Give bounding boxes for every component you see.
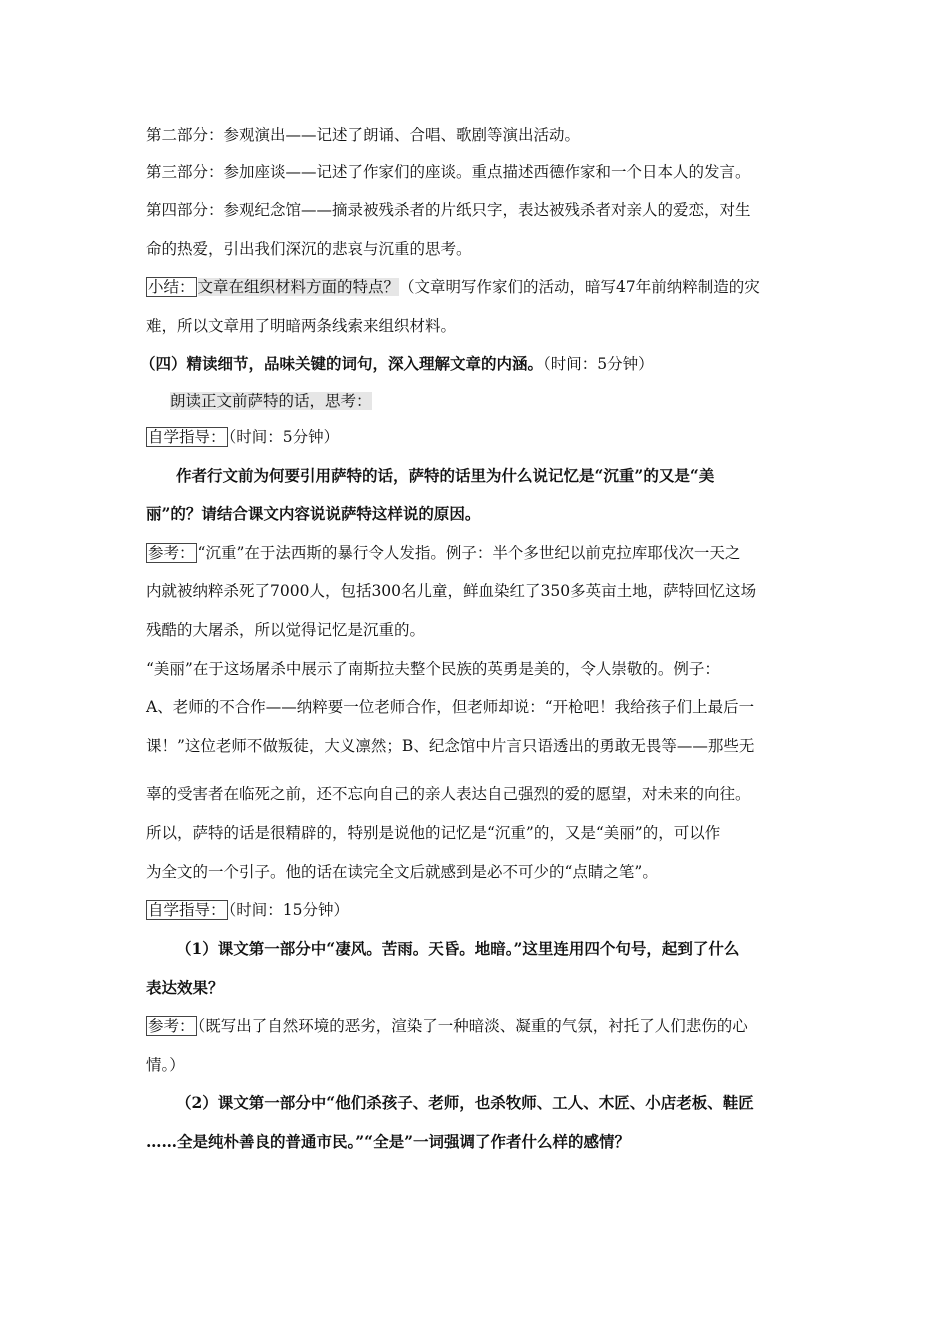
paragraph-line: 内就被纳粹杀死了7000人，包括300名儿童，鲜血染红了350多英亩土地，萨特回忆这场 bbox=[146, 582, 757, 600]
paragraph-line: 所以，萨特的话是很精辟的，特别是说他的记忆是“沉重”的，又是“美丽”的，可以作 bbox=[146, 824, 721, 842]
paragraph-line: 残酷的大屠杀，所以觉得记忆是沉重的。 bbox=[146, 621, 426, 639]
question-line: 表达效果？ bbox=[146, 978, 224, 997]
question-line: （2）课文第一部分中“他们杀孩子、老师，也杀牧师、工人、木匠、小店老板、鞋匠 bbox=[176, 1093, 754, 1112]
paragraph-line: 难，所以文章用了明暗两条线索来组织材料。 bbox=[146, 317, 457, 335]
reference-label: 参考： bbox=[148, 544, 195, 562]
paragraph-line: 第三部分：参加座谈——记述了作家们的座谈。重点描述西德作家和一个日本人的发言。 bbox=[146, 163, 751, 181]
summary-label: 小结： bbox=[148, 278, 195, 296]
paragraph-line: 课！”这位老师不做叛徒，大义凛然；B、纪念馆中片言只语透出的勇敢无畏等——那些无 bbox=[146, 737, 755, 755]
self-study-label: 自学指导： bbox=[148, 901, 226, 919]
paragraph-line: 命的热爱，引出我们深沉的悲哀与沉重的思考。 bbox=[146, 240, 472, 258]
summary-question: 文章在组织材料方面的特点？ bbox=[197, 278, 400, 296]
paragraph-line: 辜的受害者在临死之前，还不忘向自己的亲人表达自己强烈的爱的愿望，对未来的向往。 bbox=[146, 785, 751, 803]
question-line: （1）课文第一部分中“凄风。苦雨。天昏。地暗。”这里连用四个句号，起到了什么 bbox=[176, 939, 740, 958]
reference-label: 参考： bbox=[148, 1017, 195, 1035]
question-line: ……全是纯朴善良的普通市民。”“全是”一词强调了作者什么样的感情？ bbox=[146, 1132, 630, 1151]
question-line: 作者行文前为何要引用萨特的话，萨特的话里为什么说记忆是“沉重”的又是“美 bbox=[176, 466, 715, 485]
question-line: 丽”的？请结合课文内容说说萨特这样说的原因。 bbox=[146, 504, 481, 523]
reading-instruction: 朗读正文前萨特的话，思考： bbox=[170, 392, 372, 410]
self-study-line: 自学指导： （时间：15分钟） bbox=[148, 901, 349, 919]
self-study-line: 自学指导： （时间：5分钟） bbox=[148, 428, 340, 446]
paragraph-line: 为全文的一个引子。他的话在读完全文后就感到是必不可少的“点睛之笔”。 bbox=[146, 863, 658, 881]
paragraph-line: 情。） bbox=[146, 1056, 185, 1074]
paragraph-line: 第二部分：参观演出——记述了朗诵、合唱、歌剧等演出活动。 bbox=[146, 126, 581, 144]
self-study-label: 自学指导： bbox=[148, 428, 226, 446]
paragraph-line: 第四部分：参观纪念馆——摘录被残杀者的片纸只字，表达被残杀者对亲人的爱恋，对生 bbox=[146, 201, 751, 219]
reference-line: 参考： （既写出了自然环境的恶劣，渲染了一种暗淡、凝重的气氛，衬托了人们悲伤的心 bbox=[148, 1017, 748, 1035]
reference-line: 参考： “沉重”在于法西斯的暴行令人发指。例子：半个多世纪以前克拉库耶伐次一天之 bbox=[148, 544, 741, 562]
paragraph-line: A、老师的不合作——纳粹要一位老师合作，但老师却说：“开枪吧！我给孩子们上最后一 bbox=[146, 698, 755, 716]
section-heading: （四）精读细节，品味关键的词句，深入理解文章的内涵。（时间：5分钟） bbox=[140, 354, 654, 373]
summary-line: 小结： 文章在组织材料方面的特点？（文章明写作家们的活动，暗写47年前纳粹制造的灾 bbox=[148, 278, 760, 296]
paragraph-line: “美丽”在于这场屠杀中展示了南斯拉夫整个民族的英勇是美的，令人崇敬的。例子： bbox=[146, 660, 720, 678]
